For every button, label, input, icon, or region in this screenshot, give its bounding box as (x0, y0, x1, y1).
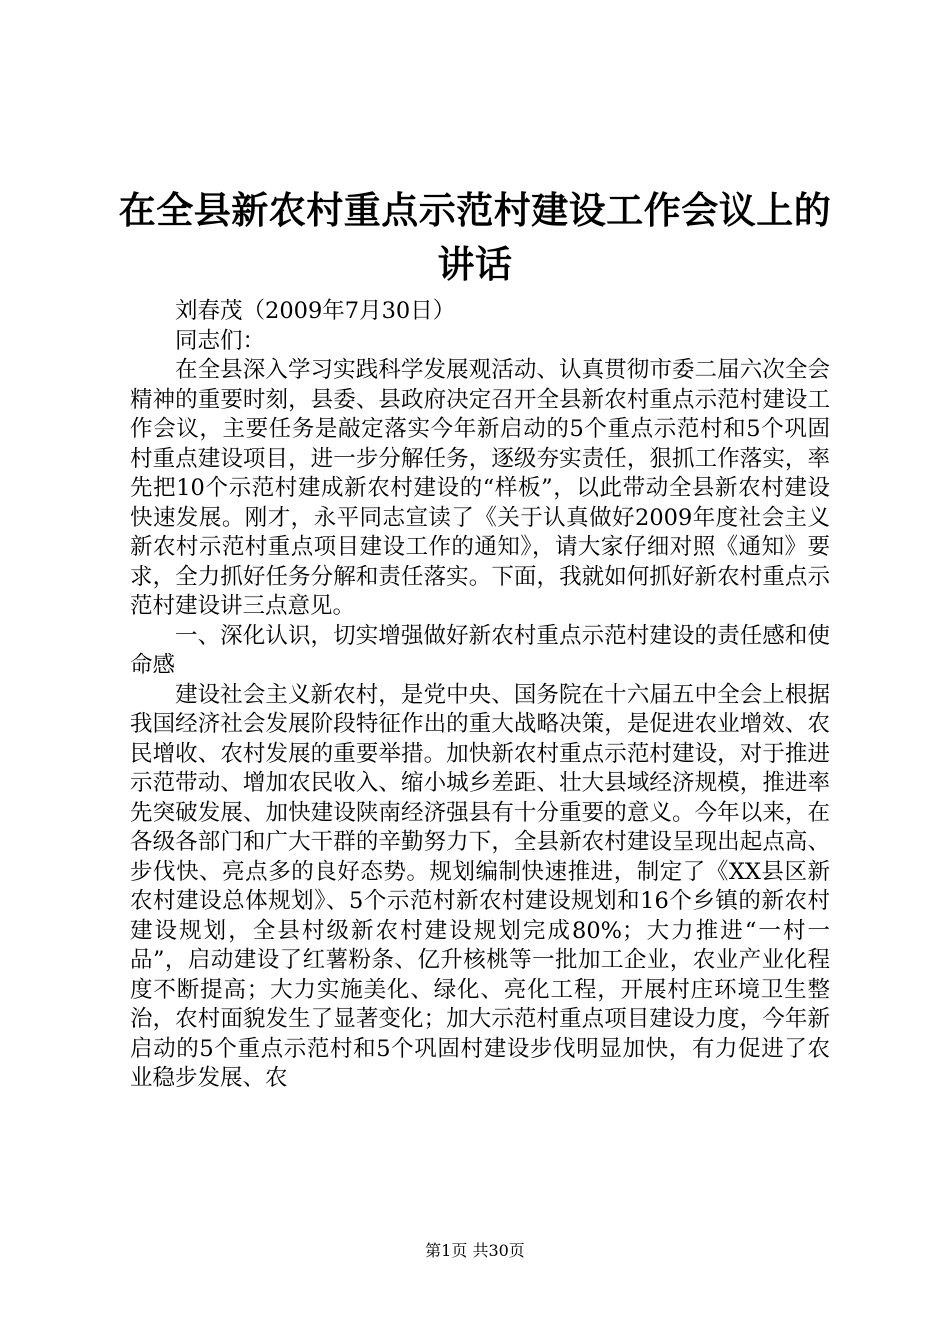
document-title: 在全县新农村重点示范村建设工作会议上的讲话 (118, 188, 832, 286)
paragraph-section-1: 建设社会主义新农村，是党中央、国务院在十六届五中全会上根据我国经济社会发展阶段特征作出的重大战略决策，是促进农业增效、农民增收、农村发展的重要举措。加快新农村重点示范村建设，对于推进示范带动、增加农民收入、缩小城乡差距、壮大县域经济规模，推进率先突破发展、加快建设陕南经济强县有十分重要的意义。今年以来，在各级各部门和广大干群的辛勤努力下，全县新农村建设呈现出起点高、步伐快、亮点多的良好态势。规划编制快速推进，制定了《XX县区新农村建设总体规划》、5个示范村新农村建设规划和16个乡镇的新农村建设规划，全县村级新农村建设规划完成80%；大力推进“一村一品”，启动建设了红薯粉条、亿升核桃等一批加工企业，农业产业化程度不断提高；大力实施美化、绿化、亮化工程，开展村庄环境卫生整治，农村面貌发生了显著变化；加大示范村重点项目建设力度，今年新启动的5个重点示范村和5个巩固村建设步伐明显加快，有力促进了农业稳步发展、农 (130, 681, 830, 1091)
author-line: 刘春茂（2009年7月30日） (175, 298, 456, 324)
paragraph-intro: 在全县深入学习实践科学发展观活动、认真贯彻市委二届六次全会精神的重要时刻，县委、县政府决定召开全县新农村重点示范村建设工作会议，主要任务是敲定落实今年新启动的5个重点示范村和5个巩固村重点建设项目，进一步分解任务，逐级夯实责任，狠抓工作落实，率先把10个示范村建成新农村建设的“样板”，以此带动全县新农村建设快速发展。刚才，永平同志宣读了《关于认真做好2009年度社会主义新农村示范村重点项目建设工作的通知》，请大家仔细对照《通知》要求，全力抓好任务分解和责任落实。下面，我就如何抓好新农村重点示范村建设讲三点意见。 (130, 357, 830, 619)
salutation: 同志们： (175, 327, 266, 354)
section-heading-1: 一、深化认识，切实增强做好新农村重点示范村建设的责任感和使命感 (130, 622, 830, 678)
document-body (130, 297, 830, 1094)
page-footer: 第1页 共30页 (425, 1241, 525, 1260)
